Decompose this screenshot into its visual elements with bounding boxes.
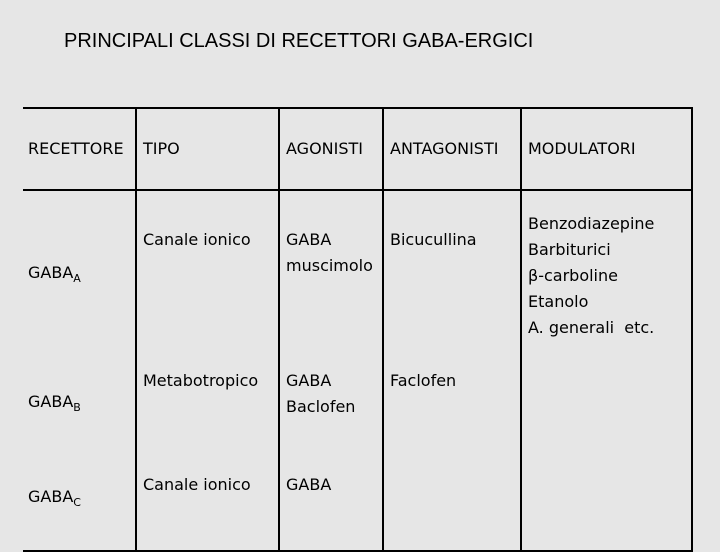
- modulator: Benzodiazepine: [528, 213, 655, 233]
- receptor-cell: [23, 190, 136, 360]
- receptor-subscript: B: [73, 401, 81, 414]
- antagonisti-cell: Bicucullina: [383, 190, 521, 360]
- header-recettore: RECETTORE: [23, 108, 136, 190]
- antagonisti-cell: [383, 450, 521, 551]
- agonisti-cell: [279, 190, 383, 360]
- tipo-cell: Canale ionico: [136, 450, 279, 551]
- header-antagonisti: ANTAGONISTI: [383, 108, 521, 190]
- table-row: [23, 190, 692, 360]
- modulator: Etanolo: [528, 291, 589, 311]
- table-row: [23, 360, 692, 450]
- receptor-table: [23, 107, 693, 552]
- receptor-cell: [23, 360, 136, 450]
- receptor-name: GABA: [28, 262, 74, 282]
- modulator: Barbiturici: [528, 239, 611, 259]
- agonisti-cell: [279, 360, 383, 450]
- modulatori-cell: [521, 450, 692, 551]
- header-agonisti: AGONISTI: [279, 108, 383, 190]
- modulatori-cell: [521, 360, 692, 450]
- header-row: [23, 108, 692, 190]
- receptor-subscript: A: [73, 271, 81, 285]
- table-row: [23, 450, 692, 551]
- tipo-cell: Canale ionico: [136, 190, 279, 360]
- agonisti-cell: GABA: [279, 450, 383, 551]
- tipo-cell: Metabotropico: [136, 360, 279, 450]
- modulator: β-carboline: [528, 265, 618, 285]
- receptor-cell: [23, 450, 136, 551]
- receptor-name: GABA: [28, 487, 74, 506]
- header-tipo: TIPO: [136, 108, 279, 190]
- agonist: GABA: [286, 230, 332, 249]
- antagonisti-cell: Faclofen: [383, 360, 521, 450]
- modulator: A. generali etc.: [528, 317, 655, 337]
- agonist: GABA: [286, 371, 332, 390]
- header-modulatori: MODULATORI: [521, 108, 692, 190]
- slide-title: PRINCIPALI CLASSI DI RECETTORI GABA-ERGICI: [64, 30, 534, 52]
- modulatori-cell: [521, 190, 692, 360]
- receptor-name: GABA: [28, 392, 74, 411]
- receptor-subscript: C: [73, 496, 81, 509]
- agonist: muscimolo: [286, 256, 373, 275]
- agonist: Baclofen: [286, 397, 356, 416]
